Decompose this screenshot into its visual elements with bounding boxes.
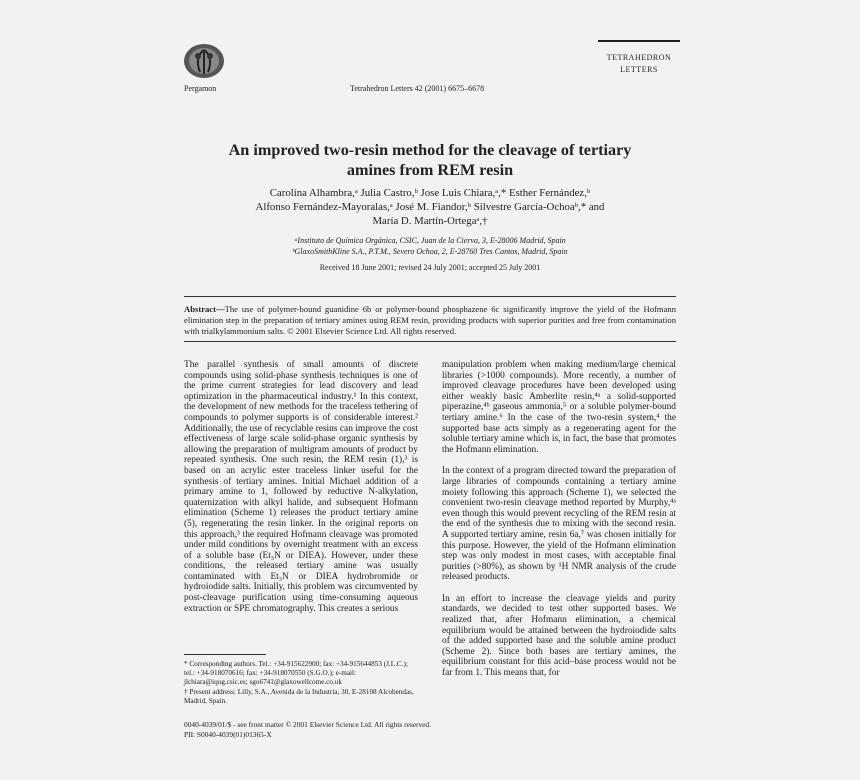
affiliation-b: ᵇGlaxoSmithKline S.A., P.T.M., Severo Ochoa, 2, E-28760 Tres Cantos, Madrid, Spain bbox=[292, 246, 568, 256]
journal-brand bbox=[598, 40, 680, 76]
authors-line-2: Alfonso Fernández-Mayoralas,ᵃ José M. Fiandor,ᵇ Silvestre García-Ochoaᵇ,* and bbox=[255, 201, 605, 213]
brand-line-1: TETRAHEDRON bbox=[606, 53, 672, 62]
copyright-info bbox=[184, 720, 431, 740]
author-list bbox=[180, 186, 680, 228]
issn-line: 0040-4039/01/$ - see front matter © 2001 Elsevier Science Ltd. All rights reserved. bbox=[184, 720, 431, 729]
abstract-bottom-rule bbox=[184, 341, 676, 342]
title-line-1: An improved two-resin method for the cleavage of tertiary bbox=[228, 141, 632, 159]
body-paragraph: The parallel synthesis of small amounts of discrete compounds using solid-phase synthesis techniques is one of the prime current strategies for lead discovery and lead optimization in the pharmaceutical industry.¹ In this context, the development of new methods for the traceless tethering of compounds to polymer supports is of considerable interest.² Additionally, the use of recyclable resins can improve the cost effectiveness of large scale solid-phase organic synthesis by allowing the preparation of multigram amounts of product by repeated synthesis. One such resin, the REM resin (1),³ is based on an acrylic ester traceless linker useful for the synthesis of tertiary amines. Initial Michael addition of a primary amine to 1, followed by reductive N-alkylation, quaternization with alkyl halide, and subsequent Hofmann elimination (Scheme 1) releases the product tertiary amine (5), regenerating the resin linker. In the original reports on this approach,³ the required Hofmann cleavage was promoted under mild conditions by overnight treatment with an excess of a soluble base (Et₃N or DIEA). However, under these conditions, the released tertiary amine was usually contaminated with Et₃N or DIEA hydrobromide or hydroiodide salts. Initially, this problem was circumvented by post-cleavage purification using time-consuming aqueous extraction or SPE chromatography. This creates a serious bbox=[184, 360, 418, 614]
footnotes bbox=[184, 660, 418, 707]
received-dates: Received 18 June 2001; revised 24 July 2001; accepted 25 July 2001 bbox=[319, 263, 541, 272]
affiliations bbox=[180, 236, 680, 257]
brand-line-2: LETTERS bbox=[620, 65, 658, 74]
footnote-present-address: † Present address: Lilly, S.A., Avenida de la Industria, 30, E-28108 Alcobendas, Madrid, Spain. bbox=[184, 688, 414, 705]
abstract-label: Abstract— bbox=[184, 304, 225, 314]
pii-line: PII: S0040-4039(01)01365-X bbox=[184, 730, 272, 739]
body-column-right bbox=[442, 360, 676, 690]
paper-title bbox=[180, 140, 680, 180]
body-paragraph: In an effort to increase the cleavage yields and purity standards, we decided to test other supported bases. We realized that, after Hofmann elimination, a chemical equilibrium would be attained between the hydroiodide salts of the added supported base and the soluble amine product (Scheme 2). Since both bases are tertiary amines, the equilibrium constant for this acid–base process would not be far from 1. This means that, for bbox=[442, 593, 676, 679]
elsevier-tree-logo bbox=[182, 42, 226, 80]
body-paragraph: In the context of a program directed toward the preparation of large libraries of compounds containing a tertiary amine moiety following this approach (Scheme 1), we selected the convenient two-resin cleavage method reported by Murphy,⁴ᵃ even though this would prevent recycling of the REM resin at the end of the synthesis due to mixing with the second resin. A supported tertiary amine, resin 6a,⁷ was chosen initially for this purpose. However, the yield of the Hofmann elimination step was only modest in most cases, with acceptable final purities (>80%), as shown by ¹H NMR analysis of the crude released products. bbox=[442, 466, 676, 583]
authors-line-1: Carolina Alhambra,ᵃ Julia Castro,ᵇ Jose Luis Chiara,ᵃ,* Esther Fernández,ᵇ bbox=[269, 187, 591, 199]
footnote-rule bbox=[184, 654, 266, 655]
abstract-top-rule bbox=[184, 296, 676, 297]
authors-line-3: María D. Martín-Ortegaᵃ,† bbox=[372, 215, 488, 227]
abstract bbox=[184, 304, 676, 337]
publisher-name: Pergamon bbox=[184, 84, 217, 93]
affiliation-a: ᵃInstituto de Química Orgánica, CSIC, Juan de la Cierva, 3, E-28006 Madrid, Spain bbox=[294, 236, 566, 245]
title-line-2: amines from REM resin bbox=[346, 161, 514, 179]
body-column-left bbox=[184, 360, 418, 625]
journal-citation: Tetrahedron Letters 42 (2001) 6675–6678 bbox=[350, 84, 485, 93]
footnote-corresponding: * Corresponding authors. Tel.: +34-915622900; fax: +34-915644853 (J.L.C.); tel.: +34-918070616; fax: +34-918070550 (S.G.O.); e-mail: jlchiara@iqog.csic.es; sgo6741@glaxowellcome.co.uk bbox=[184, 660, 408, 686]
body-paragraph: manipulation problem when making medium/large chemical libraries (>1000 compounds). More recently, a number of improved cleavage procedures have been developed using either weakly basic Amberlite resin,⁴ᵃ a solid-supported piperazine,⁴ᵇ gaseous ammonia,⁵ or a soluble polymer-bound tertiary amine.⁶ In the case of the two-resin system,⁴ the supported base acts simply as a regenerating agent for the soluble tertiary amine which is, in fact, the base that promotes the Hofmann elimination. bbox=[442, 360, 676, 455]
abstract-text: The use of polymer-bound guanidine 6b or polymer-bound phosphazene 6c significantly improve the yield of the Hofmann elimination step in the preparation of tertiary amines using REM resin, providing products with superior purities and free from contamination with trialkylammonium salts. © 2001 Elsevier Science Ltd. All rights reserved. bbox=[184, 304, 676, 336]
